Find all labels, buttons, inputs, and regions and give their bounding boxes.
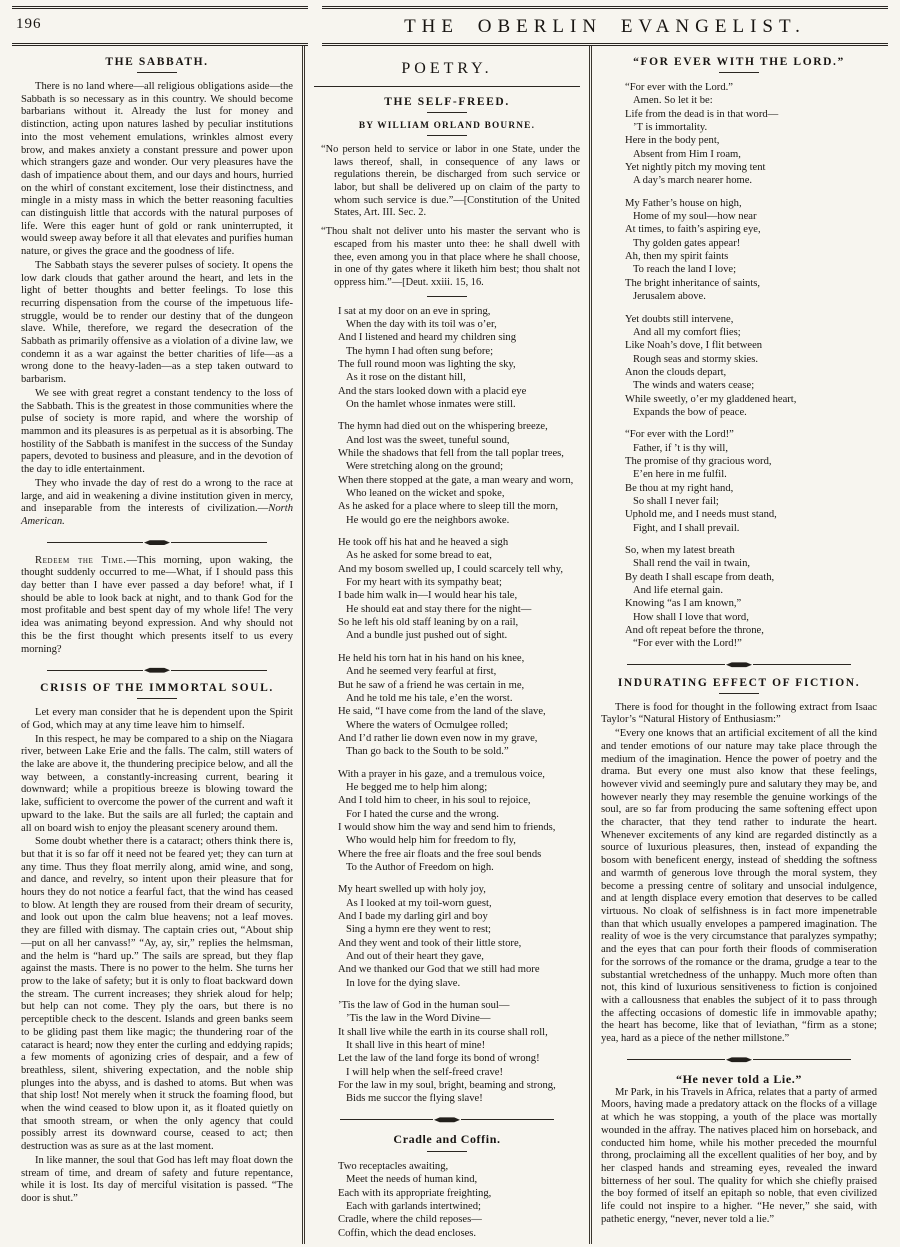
poem-line: I bade him walk in—I would hear his tale, bbox=[338, 590, 518, 602]
paragraph: The Sabbath stays the severer pulses of society. It opens the low dark clouds that gather around the heart, and lets in the light of better thoughts and better feelings. To lose this recurring dispensation from the course of the impetuous life-struggle, would be to render our destiny that of the dungeon slave. While, therefore, we regard the desecration of the Sabbath as primarily offensive as a violation of a divine law, we condemn it as a war against the better charities of life—as a wrong done to the heavy-laden—as a step taken outward to barbarism. bbox=[21, 259, 293, 386]
poem-line: Life from the dead is in that word— bbox=[625, 108, 779, 120]
paragraph: Let every man consider that he is dependent upon the Spirit of God, which may at any time leave him to himself. bbox=[21, 707, 293, 731]
poem-line: And he seemed very fearful at first, bbox=[338, 666, 497, 678]
column-2 bbox=[302, 46, 589, 1244]
poem-line: And my bosom swelled up, I could scarcely tell why, bbox=[338, 563, 563, 575]
poem-line: Bids me succor the flying slave! bbox=[338, 1093, 483, 1105]
section-divider bbox=[340, 1117, 554, 1123]
poem-line: The winds and waters cease; bbox=[625, 380, 755, 392]
paragraph: Mr Park, in his Travels in Africa, relates that a party of armed Moors, having made a predatory attack on the flocks of a village at which he was stopping, a youth of the place was mortally wounded in the affray. The natives placed him on horseback, and conducted him home, while his mother preceded the mournful throng, proclaiming all the excellent qualities of her boy, and by her clasped hands and streaming eyes, revealed the inward bitterness of her soul. The quality for which she chiefly praised the boy formed of itself an epitaph so noble, that even civilized life could not inspire to a higher. “He never,” she said, with pathetic energy, “never, never told a lie.” bbox=[601, 1086, 877, 1225]
poem-line: Were stretching along on the ground; bbox=[338, 461, 504, 473]
poem-title-for-ever: “FOR EVER WITH THE LORD.” bbox=[633, 56, 845, 68]
section-title-poetry: POETRY. bbox=[314, 50, 580, 87]
poem-line: But he saw of a friend he was certain in me, bbox=[338, 679, 525, 691]
poem-line: Each with garlands intertwined; bbox=[338, 1200, 481, 1212]
poem-line: To the Author of Freedom on high. bbox=[338, 861, 494, 873]
poem-line: Jerusalem above. bbox=[625, 291, 706, 303]
poem-line: As it rose on the distant hill, bbox=[338, 372, 466, 384]
page-number: 196 bbox=[12, 6, 308, 46]
poem-line: Ah, then my spirit faints bbox=[625, 251, 729, 263]
poem-line: When there stopped at the gate, a man weary and worn, bbox=[338, 474, 574, 486]
poem-line: Absent from Him I roam, bbox=[625, 148, 741, 160]
poem-line: “For ever with the Lord!” bbox=[625, 638, 742, 650]
article-sabbath-body bbox=[21, 81, 293, 477]
poem-line: And I bade my darling girl and boy bbox=[338, 911, 488, 922]
epigraph: “Thou shalt not deliver unto his master the servant who is escaped from his master unto thee: he shall dwell with thee, even among you in that place where he shall choose, in one of thy gates where it liketh him best; thou shalt not oppress him.”—[Deut. xxiii. 15, 16. bbox=[321, 226, 580, 288]
poem-line: So shall I never fail; bbox=[625, 495, 719, 507]
poem-line: For the law in my soul, bright, beaming and strong, bbox=[338, 1080, 556, 1092]
title-rule bbox=[719, 693, 759, 694]
poem-line: A day’s march nearer home. bbox=[625, 175, 753, 187]
article-indurating-body bbox=[601, 702, 877, 1046]
title-rule bbox=[719, 72, 759, 73]
poem-line: My heart swelled up with holy joy, bbox=[338, 884, 486, 896]
paragraph: There is no land where—all religious obligations aside—the Sabbath is so necessary as in this country. We should become barbarians without it. Already the lust for money and distinction, acting upon natures lashed by peculiar institutions into the most vehement emulations, wrinkles almost every brow, and makes anxiety a constant pressure and power upon which strangers gaze and wonder. Our very pleasures have the dash of impatience about them, and our days and hours, hurried on the whirl of constant excitement, lose their distinctness, and mingle in a misty mass in which the better reasoning faculties can distinguish little that accords with the natural purposes of life. Were this eager hunt of gold or rank uninterrupted, it would sweep away before it all that elevates and purifies human nature, or gives the grace and the goodness of life. bbox=[21, 81, 293, 258]
poem-line: And the stars looked down with a placid eye bbox=[338, 385, 527, 397]
divider-diamond-icon bbox=[144, 667, 170, 673]
poem-line: The hymn I had often sung before; bbox=[338, 345, 494, 357]
poem-line: Where the waters of Ocmulgee rolled; bbox=[338, 719, 509, 731]
poem-line: For I hated the curse and the wrong. bbox=[338, 808, 499, 820]
stanza bbox=[338, 536, 580, 643]
paragraph: “Every one knows that an artificial excitement of all the kind and tender emotions of our nature may take place through the medium of the imagination. Hence the power of poetry and the drama. But every one must also know that these feelings, however vivid and seemingly pure and salutary they may be, and however nearly they may resemble the genuine workings of the soul, are so far from producing the same softening effect upon the character, that they tend rather to indurate the heart. Whenever excitements of any kind are regarded distinctly as a source of luxurious pleasures, then, instead of expanding the bosom with beneficent energy, instead of shedding the softness and warmth of generous love through the moral system, they become a pressing centre of solitary and unsocial indulgence, and at length displace every emotion that deserves to be called virtuous. No cloak of selfishness is in fact more impenetrable than that which usually envelopes a pampered imagination. The reality of woe is the very circumstance that paralyzes sympathy; and the eyes that can pour forth their floods of commiseration for the sorrows of the romance or the drama, grudge a tear to the substantial wretchedness of the unhappy. Much more often than not, this kind of luxurious sensitiveness to fiction is conjoined with a callousness that enables the subject of it to pass through the affecting occasions of domestic life in immovable apathy; the heart has become, like that of leviathan, “firm as a stone; yea, hard as a piece of the nether millstone.” bbox=[601, 728, 877, 1045]
poem-line: I would show him the way and send him to friends, bbox=[338, 821, 556, 833]
poem-line: Like Noah’s dove, I flit between bbox=[625, 340, 763, 352]
poem-line: And they went and took of their little store, bbox=[338, 937, 522, 949]
poem-line: He should eat and stay there for the night— bbox=[338, 603, 532, 615]
poem-line: On the hamlet whose inmates were still. bbox=[338, 398, 516, 410]
poem-line: So, when my latest breath bbox=[625, 545, 735, 556]
poem-line: The bright inheritance of saints, bbox=[625, 277, 761, 289]
poem-line: “For ever with the Lord!” bbox=[625, 429, 734, 441]
section-divider bbox=[47, 540, 267, 546]
title-rule bbox=[137, 698, 177, 699]
poem-line: Than go back to the South to be sold.” bbox=[338, 746, 509, 758]
poem-line: ’Tis the law in the Word Divine— bbox=[338, 1013, 491, 1025]
poem-line: And life eternal gain. bbox=[625, 585, 723, 597]
poem-line: How shall I love that word, bbox=[625, 611, 749, 623]
poem-line: As I looked at my toil-worn guest, bbox=[338, 897, 492, 909]
title-rule bbox=[427, 1151, 467, 1152]
anecdote-title-never-told-a-lie: “He never told a Lie.” bbox=[676, 1071, 802, 1086]
stanza bbox=[338, 768, 580, 875]
poem-line: It shall live while the earth in its course shall roll, bbox=[338, 1026, 548, 1038]
byline-rule bbox=[427, 135, 467, 136]
anecdote-body bbox=[601, 1087, 877, 1227]
note-redeem-the-time bbox=[21, 555, 293, 657]
column-1 bbox=[12, 46, 302, 1244]
poem-line: My Father’s house on high, bbox=[625, 197, 742, 209]
poem-line: He took off his hat and he heaved a sigh bbox=[338, 537, 509, 549]
poem-line: “For ever with the Lord.” bbox=[625, 82, 733, 93]
divider-diamond-icon bbox=[726, 1057, 752, 1063]
article-title-sabbath: THE SABBATH. bbox=[105, 56, 209, 68]
poem-line: Each with its appropriate freighting, bbox=[338, 1187, 492, 1199]
poem-line: Home of my soul—how near bbox=[625, 211, 757, 223]
poem-line: And all my comfort flies; bbox=[625, 326, 741, 338]
poem-self-freed bbox=[338, 305, 580, 1106]
poem-line: So he left his old staff leaning by on a rail, bbox=[338, 617, 519, 629]
divider-diamond-icon bbox=[726, 662, 752, 668]
paragraph: We see with great regret a constant tendency to the loss of the Sabbath. This is the greatest in those communities where the pulse of society is more rapid, and where the worship of mammon and its pleasures is as perpetual as it is absorbing. The hostility of the Sabbath is manifest in the success of the Sunday papers, devoted to business and pleasure, and in the devotion of the day to idle entertainment. bbox=[21, 387, 293, 476]
article-title-indurating: INDURATING EFFECT OF FICTION. bbox=[617, 676, 861, 689]
poem-line: Be thou at my right hand, bbox=[625, 482, 734, 494]
poem-line: E’en here in me fulfil. bbox=[625, 469, 727, 481]
poem-line: Knowing “as I am known,” bbox=[625, 598, 742, 610]
poem-line: Thy golden gates appear! bbox=[625, 237, 741, 249]
article-title-crisis: CRISIS OF THE IMMORTAL SOUL. bbox=[40, 682, 274, 695]
title-rule bbox=[427, 112, 467, 113]
poem-line: Where the free air floats and the free soul bends bbox=[338, 848, 542, 860]
stanza bbox=[338, 420, 580, 527]
poem-line: Rough seas and stormy skies. bbox=[625, 353, 759, 365]
epigraph-rule bbox=[427, 296, 467, 297]
poem-line: Expands the bow of peace. bbox=[625, 406, 747, 418]
poem-line: The full round moon was lighting the sky, bbox=[338, 358, 516, 370]
poem-line: With a prayer in his gaze, and a tremulous voice, bbox=[338, 768, 545, 780]
poem-line: In love for the dying slave. bbox=[338, 977, 461, 989]
poem-line: Anon the clouds depart, bbox=[625, 366, 727, 378]
poem-line: And out of their heart they gave, bbox=[338, 951, 484, 963]
paragraph: In this respect, he may be compared to a ship on the Niagara river, between Lake Erie and the falls. The calm, still waters of the lake are above it, the thundering precipice below, and all the way between, a constantly-increasing current, bearing it downward; while a propitious breeze is blowing toward the lake, sufficient to overcome the power of the current and waft it upward to the lake. But the sails are all furled; the captain and all on board wish to enjoy the pleasant scenery around them. bbox=[21, 733, 293, 834]
poem-line: ’Tis the law of God in the human soul— bbox=[338, 1000, 510, 1012]
column-3 bbox=[589, 46, 886, 1244]
poem-line: While the shadows that fell from the tall poplar trees, bbox=[338, 448, 564, 459]
poem-line: I sat at my door on an eve in spring, bbox=[338, 305, 491, 317]
poem-line: As he asked for a place where to sleep till the morn, bbox=[338, 501, 559, 513]
stanza bbox=[338, 883, 580, 990]
paragraph: There is food for thought in the following extract from Isaac Taylor’s “Natural History of Enthusiasm:” bbox=[601, 701, 877, 726]
poem-line: For my heart with its sympathy beat; bbox=[338, 577, 502, 589]
poem-line: Coffin, which the dead encloses. bbox=[338, 1227, 477, 1239]
columns bbox=[12, 46, 888, 1244]
masthead: THE OBERLIN EVANGELIST. bbox=[322, 6, 888, 46]
stanza bbox=[338, 305, 580, 412]
poem-line: And oft repeat before the throne, bbox=[625, 625, 764, 637]
poem-line: Amen. So let it be: bbox=[625, 95, 713, 107]
poem-title-self-freed: THE SELF-FREED. bbox=[384, 96, 510, 108]
paragraph: In like manner, the soul that God has left may float down the stream of time, and dream of safety and future repentance, while it is lost. Its day of merciful visitation is passed. “The door is shut.” bbox=[21, 1154, 293, 1204]
article-crisis-body bbox=[21, 707, 293, 1205]
poem-for-ever-with-the-lord bbox=[625, 81, 877, 651]
poem-line: At times, to faith’s aspiring eye, bbox=[625, 224, 761, 236]
stanza bbox=[625, 197, 877, 304]
page-header bbox=[12, 6, 888, 46]
poem-line: The hymn had died out on the whispering breeze, bbox=[338, 421, 548, 433]
poem-line: Who leaned on the wicket and spoke, bbox=[338, 488, 505, 500]
poem-epigraphs bbox=[314, 144, 580, 290]
poem-line: When the day with its toil was o’er, bbox=[338, 318, 497, 330]
poem-line: I will help when the self-freed crave! bbox=[338, 1066, 504, 1078]
poem-line: The promise of thy gracious word, bbox=[625, 455, 772, 467]
title-rule bbox=[137, 72, 177, 73]
stanza bbox=[338, 652, 580, 759]
stanza bbox=[338, 999, 580, 1106]
poem-line: He said, “I have come from the land of the slave, bbox=[338, 706, 546, 718]
closing-text: They who invade the day of rest do a wrong to the race at large, and aid in weakening a divine institution given in mercy, and inseparable from the interests of civilization.— bbox=[21, 477, 293, 515]
stanza bbox=[625, 428, 877, 535]
poem-line: By death I shall escape from death, bbox=[625, 571, 775, 583]
poem-line: And I told him to cheer, in his soul to rejoice, bbox=[338, 795, 531, 807]
poem-line: To reach the land I love; bbox=[625, 264, 737, 276]
note-text: —This morning, upon waking, the thought suddenly occurred to me—What, if I should pass this day better than I have ever passed a day before! what, if I should be able to look back at night, and to thank God for the most profitable and best spent day of my whole life! The very idea was animating beyond expression. And why should not this be the first thought which presents itself to us every morning? bbox=[21, 554, 293, 655]
poem-line: Uphold me, and I needs must stand, bbox=[625, 509, 777, 521]
epigraph: “No person held to service or labor in one State, under the laws thereof, shall, in consequence of any laws or regulations therein, be discharged from such service or labor, but shall be delivered up on claim of the party to whom such service is due.”—[Constitution of the United States, Art. III. Sec. 2. bbox=[321, 144, 580, 219]
poem-line: Cradle, where the child reposes— bbox=[338, 1214, 482, 1226]
poem-byline: BY WILLIAM ORLAND BOURNE. bbox=[358, 121, 536, 131]
poem-line: Father, if ’t is thy will, bbox=[625, 442, 728, 454]
poem-title-cradle-coffin: Cradle and Coffin. bbox=[393, 1131, 501, 1146]
poem-line: He would go ere the neighbors awoke. bbox=[338, 514, 510, 526]
stanza bbox=[625, 81, 877, 188]
divider-diamond-icon bbox=[144, 540, 170, 546]
poem-line: And he told me his tale, e’en the worst. bbox=[338, 692, 513, 704]
poem-line: Here in the body pent, bbox=[625, 135, 720, 147]
poem-line: Meet the needs of human kind, bbox=[338, 1174, 478, 1186]
poem-line: And lost was the sweet, tuneful sound, bbox=[338, 434, 510, 446]
note-lead: Redeem the Time. bbox=[35, 554, 127, 566]
poem-line: And I’d rather lie down even now in my grave, bbox=[338, 732, 538, 744]
section-divider bbox=[47, 667, 267, 673]
poem-line: Who would help him for freedom to fly, bbox=[338, 835, 516, 847]
poem-line: Let the law of the land forge its bond of wrong! bbox=[338, 1053, 540, 1065]
poem-line: ’T is immortality. bbox=[625, 122, 708, 134]
poem-cradle-coffin bbox=[338, 1160, 580, 1240]
stanza bbox=[625, 313, 877, 420]
poem-line: While sweetly, o’er my gladdened heart, bbox=[625, 393, 797, 405]
poem-line: He begged me to help him along; bbox=[338, 781, 488, 793]
poem-line: Sing a hymn ere they went to rest; bbox=[338, 924, 491, 936]
poem-line: Yet nightly pitch my moving tent bbox=[625, 162, 766, 174]
paragraph: Some doubt whether there is a cataract; others think there is, but that it is so far off it need not be feared yet; they can turn at any time. Thus they float merrily along, amid wine, and song, and dance, and revelry, so intent upon their pleasure that for hours they do not notice a fearful fact, that the wind has ceased to blow. At length they are roused from their dream of security, and look out upon the calm blue heavens; not a leaf moves. they are filled with dismay. The captain cries out, “About ship—put on all her canvass!” “Ay, ay, sir,” replies the helmsman, and the helm is “hard up.” The sails are spread, but they flap against the masts. There is no power to the helm. She turns her prow to the lake of safety; but it is only to float backward down the stream. The current increases; they shriek aloud for help; but help can not come. They ply the oars, but there is no perceptible check to the descent. Islands and green banks seem to be gliding past them like magic; the thundering roar of the cataract is heard; now they enter the curling and eddying rapids; a few moments of agonizing cries of despair, and a few of breathless, silent, shivering expectation, and the noble ship plunges into the abyss, and is dashed to atoms. But when was that ship lost! Not merely when it struck the foaming flood, but when the wind ceased to blow upon it, as it floated quietly on that smooth stream, or when the only agency that could possibly arrest its downward course, ceased to act; then destruction was as sure as at the last moment. bbox=[21, 836, 293, 1153]
stanza bbox=[625, 544, 877, 651]
poem-line: And a bundle just pushed out of sight. bbox=[338, 630, 508, 642]
source-attribution: North American. bbox=[21, 503, 293, 527]
poem-line: Yet doubts still intervene, bbox=[625, 313, 734, 325]
poem-line: And we thanked our God that we still had more bbox=[338, 964, 540, 976]
divider-diamond-icon bbox=[434, 1117, 460, 1123]
section-divider bbox=[627, 1057, 851, 1063]
poem-line: Two receptacles awaiting, bbox=[338, 1160, 449, 1172]
poem-line: It shall live in this heart of mine! bbox=[338, 1040, 486, 1052]
poem-line: Fight, and I shall prevail. bbox=[625, 522, 740, 534]
poem-line: And I listened and heard my children sing bbox=[338, 332, 516, 344]
section-divider bbox=[627, 662, 851, 668]
poem-line: Shall rend the vail in twain, bbox=[625, 558, 751, 570]
poem-line: As he asked for some bread to eat, bbox=[338, 550, 492, 562]
paragraph bbox=[21, 478, 293, 529]
poem-line: He held his torn hat in his hand on his knee, bbox=[338, 652, 525, 664]
